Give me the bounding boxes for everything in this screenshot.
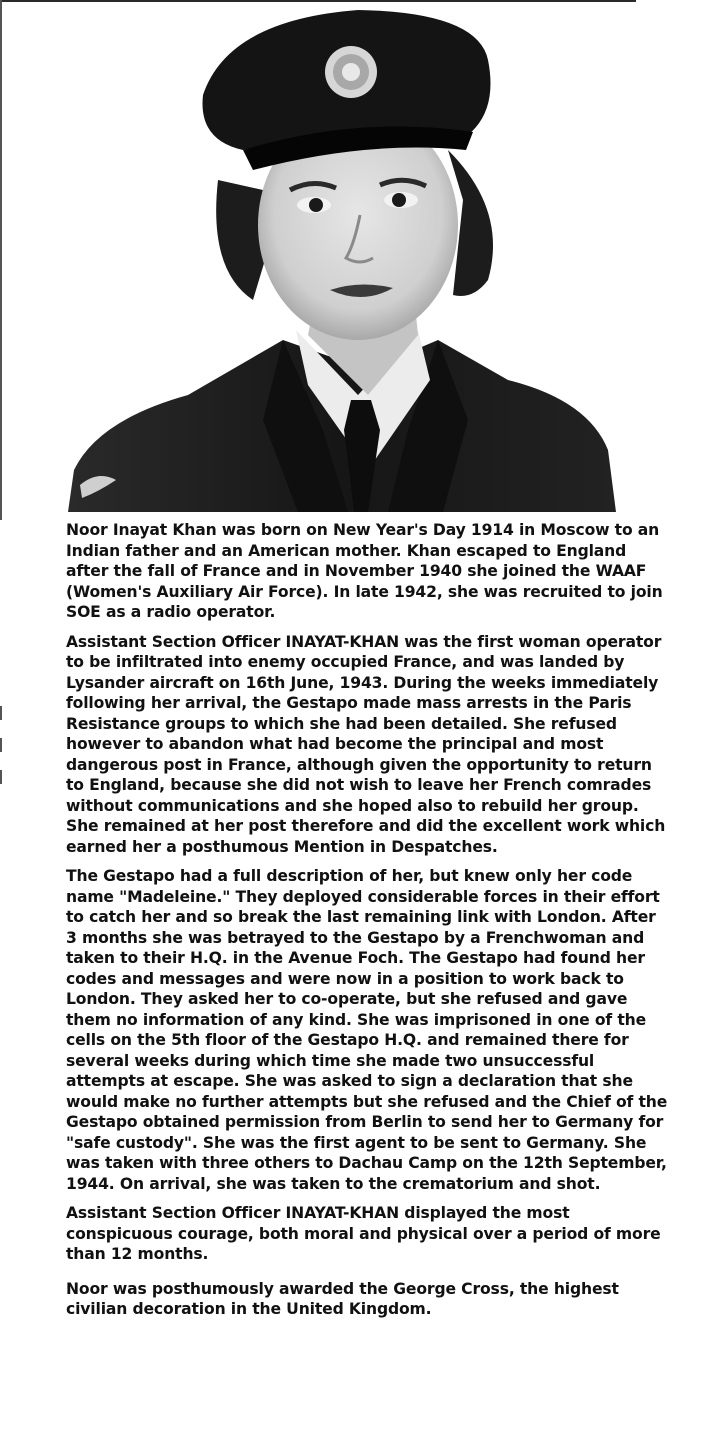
paragraph-infiltration: Assistant Section Officer INAYAT-KHAN was the first woman operator to be infiltrated into enemy occupied France, and was landed by Lysander aircraft on 16th June, 1943. During the weeks immediately following her arrival, the Gestapo made mass arrests in the Paris Resistance groups to which she had been detailed. She refused however to abandon what had become the principal and most dangerous post in France, although given the opportunity to return to England, because she did not wish to leave her French comrades without communications and she hoped also to rebuild her group. She remained at her post therefore and did the excellent work which earned her a posthumous Mention in Despatches. [66,632,666,856]
left-edge-mark [0,0,2,520]
cap-badge-icon [325,46,377,98]
paragraph-courage: Assistant Section Officer INAYAT-KHAN displayed the most conspicuous courage, both moral and physical over a period of more than 12 months. [66,1204,661,1263]
paragraph-birth: Noor Inayat Khan was born on New Year's Day 1914 in Moscow to an Indian father and an American mother. Khan escaped to England after the fall of France and in November 1940 she joined the WAAF (Women's Auxiliary Air Force). In late 1942, she was recruited to join SOE as a radio operator. [66,521,663,621]
left-edge-tick [0,738,2,752]
article-body [66,520,668,1329]
paragraph-capture: The Gestapo had a full description of her, but knew only her code name "Madeleine." They deployed considerable forces in their effort to catch her and so break the last remaining link with London. After 3 months she was betrayed to the Gestapo by a Frenchwoman and taken to their H.Q. in the Avenue Foch. The Gestapo had found her codes and messages and were now in a position to work back to London. They asked her to co-operate, but she refused and gave them no information of any kind. She was imprisoned in one of the cells on the 5th floor of the Gestapo H.Q. and remained there for several weeks during which time she made two unsuccessful attempts at escape. She was asked to sign a declaration that she would make no further attempts but she refused and the Chief of the Gestapo obtained permission from Berlin to send her to Germany for "safe custody". She was the first agent to be sent to Germany. She was taken with three others to Dachau Camp on the 12th September, 1944. On arrival, she was taken to the crematorium and shot. [66,867,668,1193]
left-edge-tick [0,770,2,784]
left-edge-tick [0,706,2,720]
portrait-photo [68,0,616,512]
paragraph-award: Noor was posthumously awarded the George Cross, the highest civilian decoration in the United Kingdom. [66,1279,619,1318]
